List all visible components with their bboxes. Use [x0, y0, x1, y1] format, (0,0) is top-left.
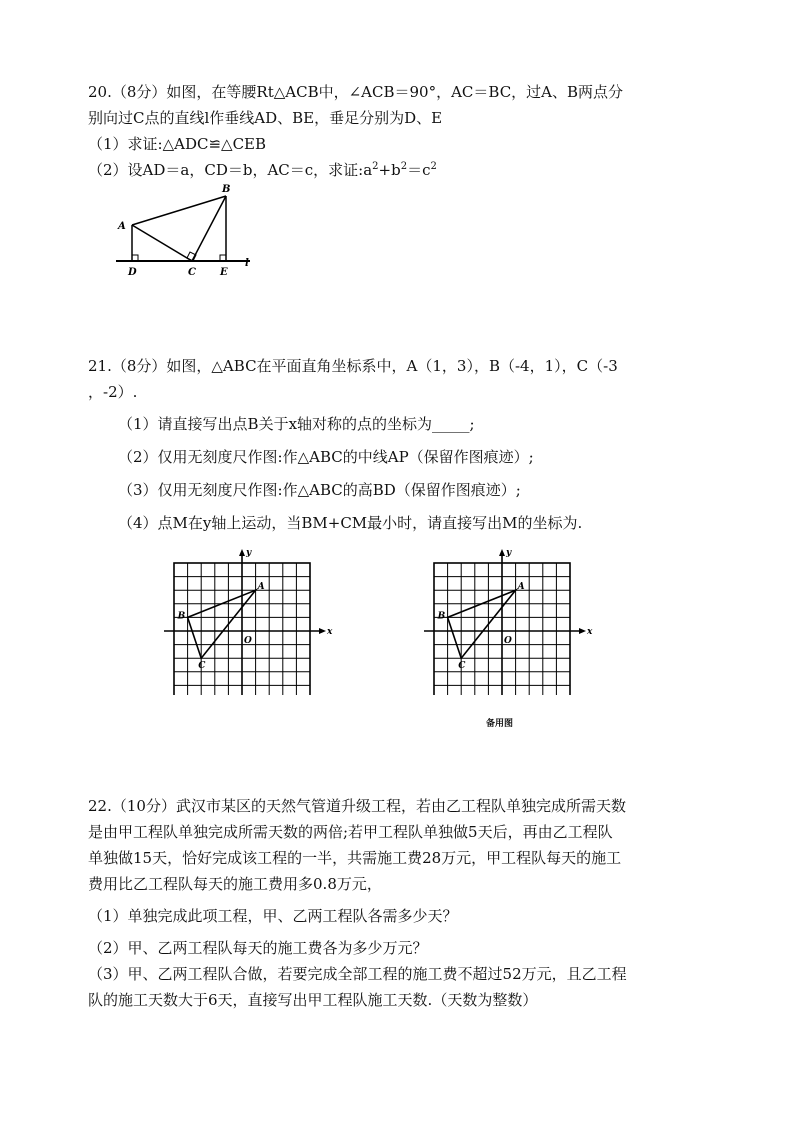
q21-part3: （3）仅用无刻度尺作图:作△ABC的高BD（保留作图痕迹）; — [118, 481, 521, 499]
q22-stem-line3: 单独做15天，恰好完成该工程的一半，共需施工费28万元，甲工程队每天的施工 — [88, 849, 622, 867]
q20-label-c: C — [188, 267, 196, 278]
label-x: x — [587, 627, 593, 637]
q20-part2-text: （2）设AD＝a，CD＝b，AC＝c，求证:a — [88, 161, 373, 179]
q22-part1: （1）单独完成此项工程，甲、乙两工程队各需多少天？ — [88, 907, 458, 925]
label-y: y — [506, 548, 512, 558]
label-a: A — [517, 582, 525, 593]
q22-stem-line1: 22.（10分）武汉市某区的天然气管道升级工程，若由乙工程队单独完成所需天数 — [88, 797, 626, 815]
q20-segment-bc — [192, 196, 226, 261]
label-x: x — [327, 627, 333, 637]
q22-stem-line2: 是由甲工程队单独完成所需天数的两倍;若甲工程队单独做5天后，再由乙工程队 — [88, 823, 613, 841]
label-y: y — [246, 548, 252, 558]
q21-part2: （2）仅用无刻度尺作图:作△ABC的中线AP（保留作图痕迹）; — [118, 448, 534, 466]
q20-part2-eq-c: ＝c — [407, 161, 431, 179]
q22-stem-line4: 费用比乙工程队每天的施工费用多0.8万元， — [88, 875, 382, 893]
triangle-abc — [448, 590, 516, 658]
q21-part4: （4）点M在y轴上运动，当BM+CM最小时，请直接写出M的坐标为. — [118, 514, 583, 532]
q21-stem-line1: 21.（8分）如图，△ABC在平面直角坐标系中，A（1，3），B（-4，1），C（-3 — [88, 357, 618, 375]
q22-part3-line1: （3）甲、乙两工程队合做，若要完成全部工程的施工费不超过52万元，且乙工程 — [88, 965, 627, 983]
q20-part2 — [88, 160, 437, 180]
q20-sup-a: 2 — [372, 161, 379, 172]
q21-backup-caption: 备用图 — [486, 719, 514, 729]
q21-part1: （1）请直接写出点B关于x轴对称的点的坐标为_____; — [118, 415, 475, 433]
q22-part3-line2: 队的施工天数大于6天，直接写出甲工程队施工天数.（天数为整数） — [88, 991, 538, 1009]
label-a: A — [257, 582, 265, 593]
q21-coordinate-grid — [160, 547, 335, 695]
label-o: O — [504, 636, 512, 646]
q20-label-a: A — [118, 221, 126, 232]
q20-label-e: E — [220, 267, 228, 278]
x-axis-arrow — [319, 628, 326, 634]
y-axis-arrow — [499, 549, 505, 556]
q20-stem-line2: 别向过C点的直线l作垂线AD、BE，垂足分别为D、E — [88, 109, 443, 127]
label-b: B — [437, 611, 446, 622]
q20-label-l: l — [245, 258, 249, 269]
q22-part2: （2）甲、乙两工程队每天的施工费各为多少万元？ — [88, 939, 428, 957]
label-o: O — [244, 636, 252, 646]
x-axis-arrow — [579, 628, 586, 634]
triangle-abc — [188, 590, 256, 658]
q21-stem-line2: ，-2）. — [88, 383, 138, 401]
q20-segment-ac — [132, 225, 192, 261]
q20-segment-ab — [132, 196, 226, 225]
label-c: C — [458, 661, 466, 672]
q20-label-d: D — [128, 267, 137, 278]
q20-label-b: B — [222, 184, 231, 195]
q20-part1: （1）求证:△ADC≌△CEB — [88, 135, 267, 153]
q21-coordinate-grid-backup — [420, 547, 595, 695]
q20-sup-c: 2 — [430, 161, 437, 172]
label-b: B — [177, 611, 186, 622]
q20-triangle-figure — [108, 182, 268, 282]
q20-part2-plus-b: +b — [378, 161, 401, 179]
y-axis-arrow — [239, 549, 245, 556]
label-c: C — [198, 661, 206, 672]
q20-stem-line1: 20.（8分）如图，在等腰Rt△ACB中，∠ACB＝90°，AC＝BC，过A、B两点分 — [88, 83, 624, 101]
q20-sup-b: 2 — [400, 161, 408, 172]
